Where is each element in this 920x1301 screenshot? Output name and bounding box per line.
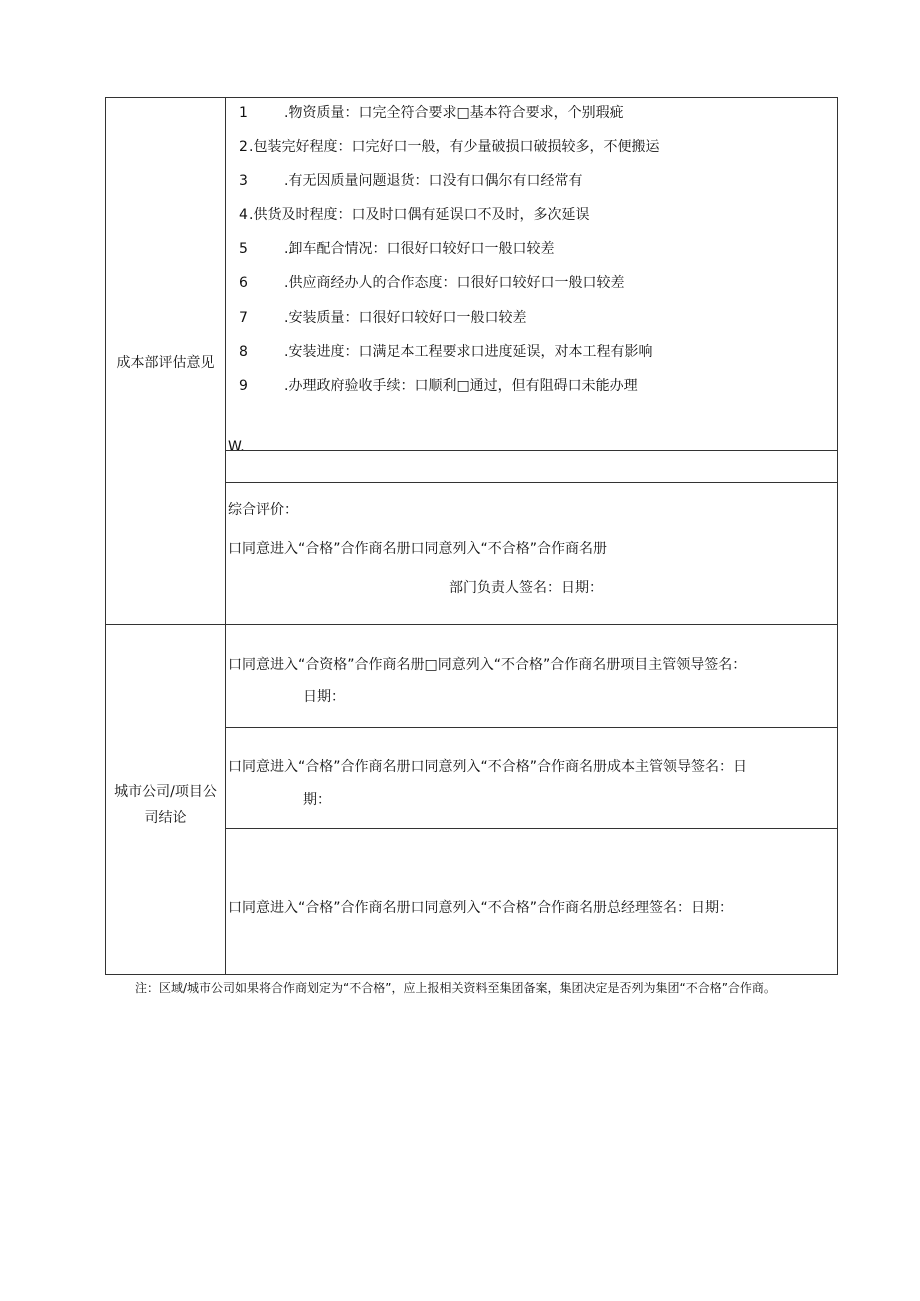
row-divider-2 xyxy=(226,482,838,483)
item-1-number: 1 xyxy=(239,105,248,121)
section-divider xyxy=(105,624,838,625)
item-9-text: .办理政府验收手续：口顺利□通过，但有阻碍口未能办理 xyxy=(284,378,638,394)
item-3-text: .有无因质量问题退货：口没有口偶尔有口经常有 xyxy=(284,173,583,189)
project-lead-decision: 口同意进入“合资格”合作商名册□同意列入“不合格”合作商名册项目主管领导签名： xyxy=(228,657,747,673)
general-manager-decision: 口同意进入“合格”合作商名册口同意列入“不合格”合作商名册总经理签名：日期： xyxy=(228,900,734,916)
cropped-text-line xyxy=(228,438,348,450)
item-8-text: .安装进度：口满足本工程要求口进度延误，对本工程有影响 xyxy=(284,344,653,360)
overall-evaluation-label: 综合评价： xyxy=(228,502,298,518)
row-divider-1 xyxy=(226,450,838,451)
item-9-number: 9 xyxy=(239,378,248,394)
dept-head-signature: 部门负责人签名：日期： xyxy=(449,580,603,596)
footnote: 注：区域/城市公司如果将合作商划定为“不合格”，应上报相关资料至集团备案，集团决定是否列为集团“不合格”合作商。 xyxy=(135,981,776,995)
item-5-text: .卸车配合情况：口很好口较好口一般口较差 xyxy=(284,241,555,257)
city-company-label-line1: 城市公司/项目公 xyxy=(114,784,217,800)
item-3-number: 3 xyxy=(239,173,248,189)
item-2-number: 2 xyxy=(239,139,248,155)
evaluation-table xyxy=(105,97,838,975)
cropped-text: W. xyxy=(228,439,245,450)
item-7-number: 7 xyxy=(239,310,248,326)
column-divider xyxy=(225,97,226,975)
overall-evaluation-options: 口同意进入“合格”合作商名册口同意列入“不合格”合作商名册 xyxy=(228,541,608,557)
item-8-number: 8 xyxy=(239,344,248,360)
city-company-label xyxy=(106,779,225,831)
project-lead-date: 日期： xyxy=(303,689,345,705)
row-divider-4 xyxy=(226,828,838,829)
item-4-text: .供货及时程度：口及时口偶有延误口不及时，多次延误 xyxy=(249,207,590,223)
city-company-label-line2: 司结论 xyxy=(144,810,187,826)
item-2-text: .包装完好程度：口完好口一般，有少量破损口破损较多，不便搬运 xyxy=(249,139,660,155)
item-5-number: 5 xyxy=(239,241,248,257)
cost-dept-label: 成本部评估意见 xyxy=(116,355,215,371)
item-6-text: .供应商经办人的合作态度：口很好口较好口一般口较差 xyxy=(284,275,625,291)
cost-lead-date: 期： xyxy=(303,792,331,808)
item-7-text: .安装质量：口很好口较好口一般口较差 xyxy=(284,310,527,326)
item-1-text: .物资质量：口完全符合要求□基本符合要求，个别瑕疵 xyxy=(284,105,624,121)
item-4-number: 4 xyxy=(239,207,248,223)
row-divider-3 xyxy=(226,727,838,728)
item-6-number: 6 xyxy=(239,275,248,291)
cost-lead-decision: 口同意进入“合格”合作商名册口同意列入“不合格”合作商名册成本主管领导签名：日 xyxy=(228,759,748,775)
